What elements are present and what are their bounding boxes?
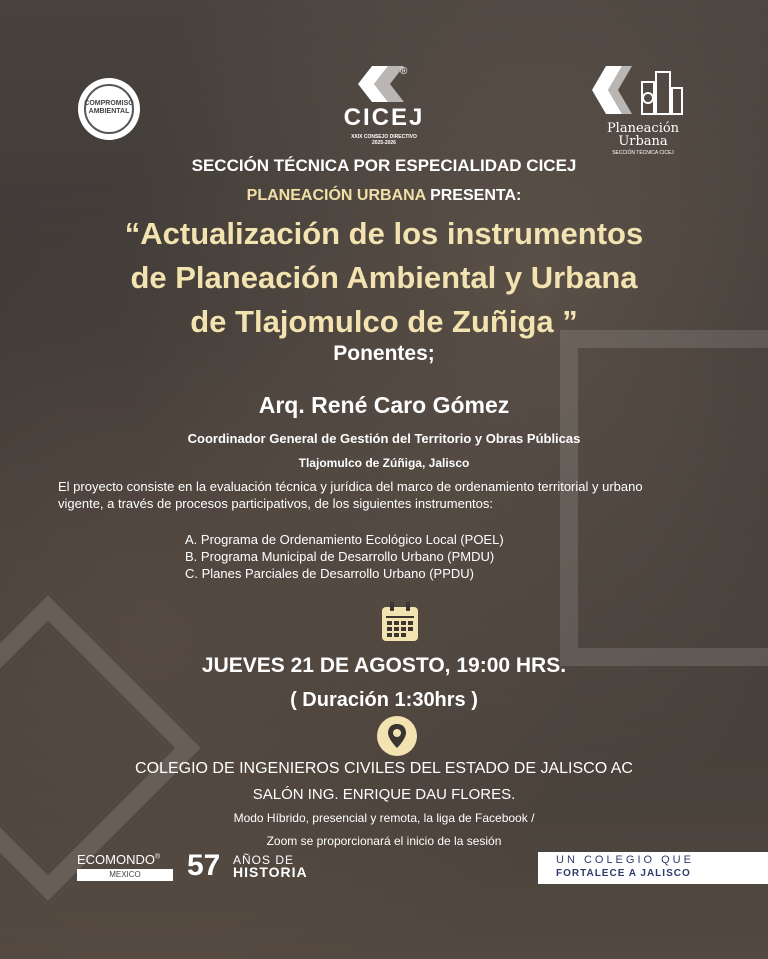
list-item: C. Planes Parciales de Desarrollo Urbano (PPDU) — [185, 566, 475, 581]
planeacion-urbana-logo-icon — [592, 66, 688, 118]
seal-logo-text: COMPROMISO AMBIENTAL — [84, 100, 134, 115]
description-line: El proyecto consiste en la evaluación técnica y jurídica del marco de ordenamiento territorial y urbano — [58, 479, 643, 494]
history-label: HISTORIA — [233, 864, 308, 880]
cicej-subtitle-years: 2025-2026 — [372, 140, 396, 146]
years-label: AÑOS DE — [233, 853, 295, 867]
description-line: vigente, a través de procesos participativos, de los siguientes instrumentos: — [58, 496, 494, 511]
speaker-place: Tlajomulco de Zúñiga, Jalisco — [298, 456, 470, 470]
section-heading: SECCIÓN TÉCNICA POR ESPECIALIDAD CICEJ — [191, 156, 577, 175]
slogan-line1: UN COLEGIO QUE — [556, 854, 694, 866]
planeacion-logo-line1: Planeación — [606, 121, 680, 136]
planeacion-logo-subtitle: SECCIÓN TÉCNICA CICEJ — [612, 150, 674, 156]
cicej-logo-icon — [358, 66, 404, 102]
cicej-logo-subtitle — [336, 134, 432, 146]
cicej-logo-name: CICEJ — [343, 104, 425, 131]
ecomondo-name: ECOMONDO — [77, 852, 155, 867]
title-line: “Actualización de los instrumentos — [124, 216, 644, 251]
project-description — [58, 478, 748, 512]
registered-mark: ® — [400, 66, 408, 77]
ecomondo-country: MEXICO — [77, 869, 173, 881]
slogan-line2: FORTALECE A JALISCO — [556, 868, 691, 879]
venue-room: SALÓN ING. ENRIQUE DAU FLORES. — [252, 786, 516, 803]
planeacion-logo-line2: Urbana — [618, 134, 668, 149]
presenter-line — [0, 187, 768, 205]
event-title — [0, 212, 768, 344]
speaker-name: Arq. René Caro Gómez — [258, 392, 510, 418]
compromiso-ambiental-logo — [78, 78, 140, 140]
instruments-list — [185, 531, 504, 582]
cicej-subtitle-line: XXIX CONSEJO DIRECTIVO — [351, 134, 417, 140]
presenta-label: PRESENTA: — [425, 187, 522, 204]
location-pin-icon — [377, 716, 417, 756]
event-date: JUEVES 21 DE AGOSTO, 19:00 HRS. — [201, 654, 567, 677]
speaker-role: Coordinador General de Gestión del Territorio y Obras Públicas — [187, 431, 581, 446]
event-mode-line: Zoom se proporcionará el inicio de la sesión — [266, 834, 502, 848]
event-duration: ( Duración 1:30hrs ) — [290, 689, 478, 711]
venue-name: COLEGIO DE INGENIEROS CIVILES DEL ESTADO DE JALISCO AC — [135, 760, 633, 777]
speakers-label: Ponentes; — [333, 342, 435, 365]
event-mode-line: Modo Híbrido, presencial y remota, la liga de Facebook / — [233, 811, 535, 825]
ecomondo-logo — [77, 852, 160, 867]
list-item: A. Programa de Ordenamiento Ecológico Local (POEL) — [185, 532, 504, 547]
years-number: 57 — [187, 849, 221, 882]
title-line: de Planeación Ambiental y Urbana — [130, 260, 638, 295]
planeacion-urbana-logo-name — [588, 122, 698, 148]
title-line: de Tlajomulco de Zuñiga ” — [190, 304, 578, 339]
list-item: B. Programa Municipal de Desarrollo Urbano (PMDU) — [185, 549, 495, 564]
presenter-name: PLANEACIÓN URBANA — [246, 187, 426, 204]
ecomondo-reg: ® — [155, 853, 161, 861]
calendar-icon — [381, 602, 419, 642]
